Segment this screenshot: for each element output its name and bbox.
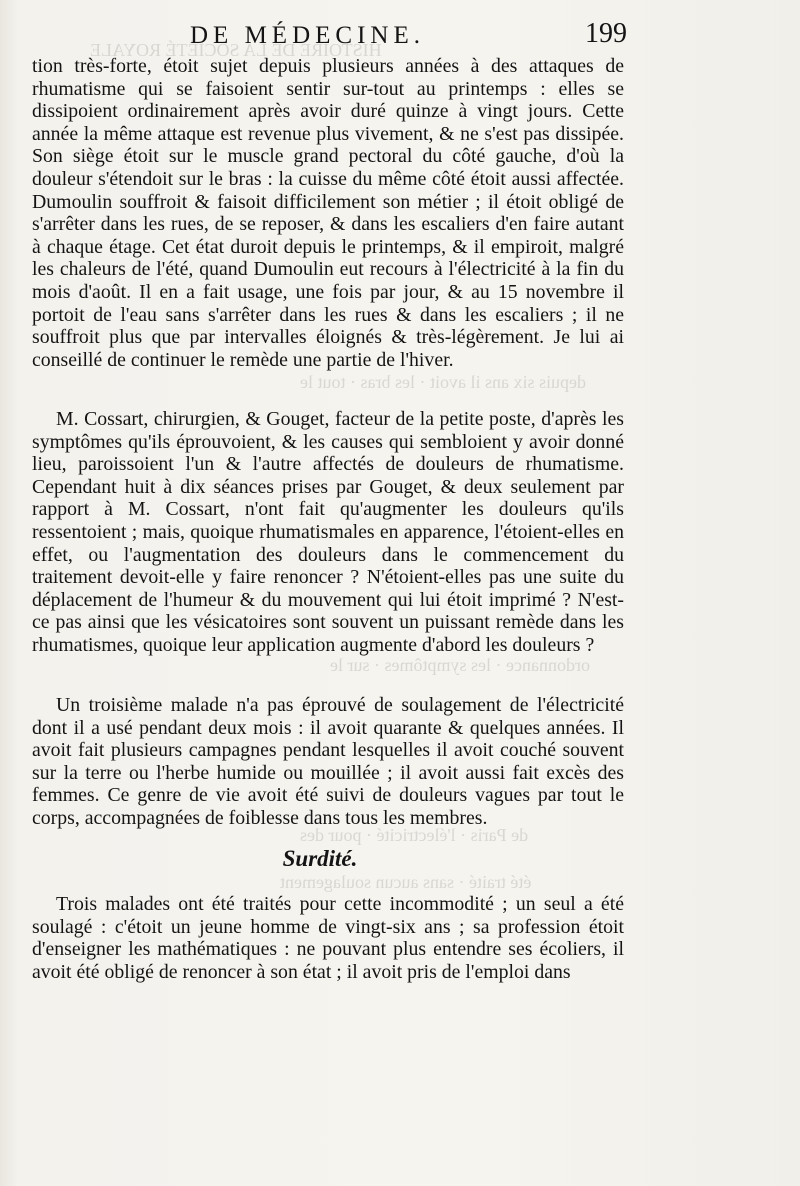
running-header <box>190 22 630 52</box>
show-through-text: été traité · sans aucun soulagement <box>280 872 532 892</box>
header-title: DE MÉDECINE. <box>190 22 425 49</box>
show-through-text: ordonnance · les symptômes · sur le <box>330 655 590 675</box>
show-through-text: de Paris · l'électricité · pour des <box>300 825 529 845</box>
show-through-text: HISTOIRE DE LA SOCIÉTÉ ROYALE <box>90 40 382 60</box>
paragraph-cossart-gouget: M. Cossart, chirurgien, & Gouget, facteur de la petite poste, d'après les symptômes qu'ils éprouvoient, & les causes qui sembloient y avoir donné lieu, paroissoient l'un & l'autre affectés de douleurs de rhumatisme. Cependant huit à dix séances prises par Gouget, & deux seulement par rapport à M. Cossart, n'ont fait qu'augmenter les douleurs qu'ils ressentoient ; mais, quoique rhumatismales en apparence, l'étoient-elles en effet, ou l'augmentation des douleurs dans le commencement du traitement devoit-elle y faire renoncer ? N'étoient-elles pas une suite du déplacement de l'humeur & du mouvement qui lui étoit imprimé ? N'est-ce pas ainsi que les vésicatoires sont souvent un puissant remède dans les rhumatismes, quoique leur application augmente d'abord les douleurs ? <box>32 408 624 656</box>
page-number: 199 <box>585 18 627 49</box>
show-through-text: depuis six ans il avoit · les bras · tout le <box>300 372 586 392</box>
paragraph-surdite: Trois malades ont été traités pour cette incommodité ; un seul a été soulagé : c'étoit un jeune homme de vingt-six ans ; sa profession étoit d'enseigner les mathématiques : ne pouvant plus entendre ses écoliers, il avoit été obligé de renoncer à son état ; il avoit pris de l'emploi dans <box>32 893 624 983</box>
paragraph-rhumatisme-dumoulin: tion très-forte, étoit sujet depuis plusieurs années à des attaques de rhumatisme qui se faisoient sentir sur-tout au printemps : elles se dissipoient ordinairement après avoir duré quinze à vingt jours. Cette année la même attaque est revenue plus vivement, & ne s'est pas dissipée. Son siège étoit sur le muscle grand pectoral du côté gauche, d'où la douleur s'étendoit sur le bras : la cuisse du même côté étoit aussi affectée. Dumoulin souffroit & faisoit difficilement son métier ; il étoit obligé de s'arrêter dans les rues, de se reposer, & dans les escaliers d'en faire autant à chaque étage. Cet état duroit depuis le printemps, & il empiroit, malgré les chaleurs de l'été, quand Dumoulin eut recours à l'électricité à la fin du mois d'août. Il en a fait usage, une fois par jour, & au 15 novembre il portoit de l'eau sans s'arrêter dans les rues & dans les escaliers ; il ne souffroit plus que par intervalles éloignés & très-légèrement. Je lui ai conseillé de continuer le remède une partie de l'hiver. <box>32 55 624 371</box>
paragraph-troisieme-malade: Un troisième malade n'a pas éprouvé de soulagement de l'électricité dont il a usé pendant deux mois : il avoit quarante & quelques années. Il avoit fait plusieurs campagnes pendant lesquelles il avoit couché souvent sur la terre ou l'herbe humide ou mouillée ; il avoit aussi fait excès des femmes. Ce genre de vie avoit été suivi de douleurs vagues par tout le corps, accompagnées de foiblesse dans tous les membres. <box>32 694 624 829</box>
section-heading-surdite: Surdité. <box>282 846 358 871</box>
